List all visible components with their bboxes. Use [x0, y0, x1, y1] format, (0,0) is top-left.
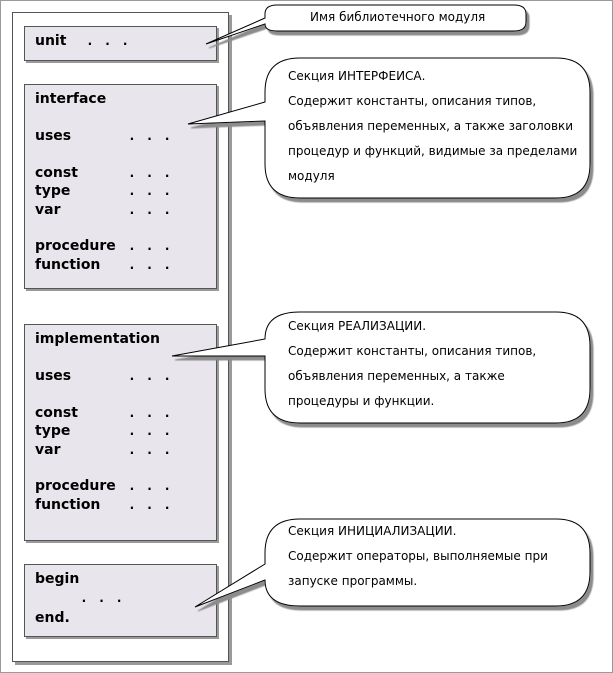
end-keyword: end. [35, 610, 70, 626]
unit-callout-line: Имя библиотечного модуля [310, 10, 486, 24]
interface-keyword: interface [35, 91, 107, 107]
implementation-var-keyword: var [35, 442, 61, 458]
implementation-uses-keyword: uses [35, 368, 72, 384]
interface-function-dots: . . . [128, 258, 173, 273]
interface-const-dots: . . . [128, 166, 173, 181]
implementation-callout-line: Содержит константы, описания типов, [288, 344, 537, 358]
unit-keyword: unit [35, 33, 67, 49]
interface-callout-text [288, 64, 577, 189]
initialization-dots: . . . [80, 591, 125, 606]
interface-var-keyword: var [35, 202, 61, 218]
interface-type-keyword: type [35, 183, 71, 199]
interface-procedure-dots: . . . [128, 239, 173, 254]
initialization-callout-title: Секция ИНИЦИАЛИЗАЦИИ. [288, 524, 457, 538]
interface-callout-line: модуля [288, 169, 335, 183]
implementation-keyword: implementation [35, 331, 160, 347]
interface-callout-title: Секция ИНТЕРФЕИСА. [288, 69, 426, 83]
implementation-var-dots: . . . [128, 443, 173, 458]
initialization-callout-line: запуске программы. [288, 574, 418, 588]
implementation-callout-text [288, 314, 536, 414]
interface-var-dots: . . . [128, 203, 173, 218]
interface-uses-dots: . . . [128, 129, 173, 144]
initialization-callout-line: Содержит операторы, выполняемые при [288, 549, 548, 563]
begin-keyword: begin [35, 571, 80, 587]
implementation-callout-line: процедуры и функции. [288, 394, 435, 408]
implementation-procedure-dots: . . . [128, 479, 173, 494]
implementation-callout-title: Секция РЕАЛИЗАЦИИ. [288, 319, 427, 333]
implementation-type-keyword: type [35, 423, 71, 439]
unit-dots: . . . [86, 34, 131, 49]
initialization-callout-text [288, 519, 548, 594]
implementation-type-dots: . . . [128, 424, 173, 439]
interface-type-dots: . . . [128, 184, 173, 199]
interface-callout-line: объявления переменных, а также заголовки [288, 119, 574, 133]
implementation-procedure-keyword: procedure [35, 478, 116, 494]
interface-const-keyword: const [35, 165, 78, 181]
interface-callout-line: процедур и функций, видимые за пределами [288, 144, 578, 158]
unit-callout-text [310, 6, 485, 28]
implementation-function-dots: . . . [128, 498, 173, 513]
implementation-callout-line: объявления переменных, а также [288, 369, 505, 383]
interface-procedure-keyword: procedure [35, 238, 116, 254]
implementation-const-keyword: const [35, 405, 78, 421]
implementation-uses-dots: . . . [128, 369, 173, 384]
interface-function-keyword: function [35, 257, 101, 273]
implementation-const-dots: . . . [128, 406, 173, 421]
interface-callout-line: Содержит константы, описания типов, [288, 94, 537, 108]
interface-uses-keyword: uses [35, 128, 72, 144]
implementation-function-keyword: function [35, 497, 101, 513]
